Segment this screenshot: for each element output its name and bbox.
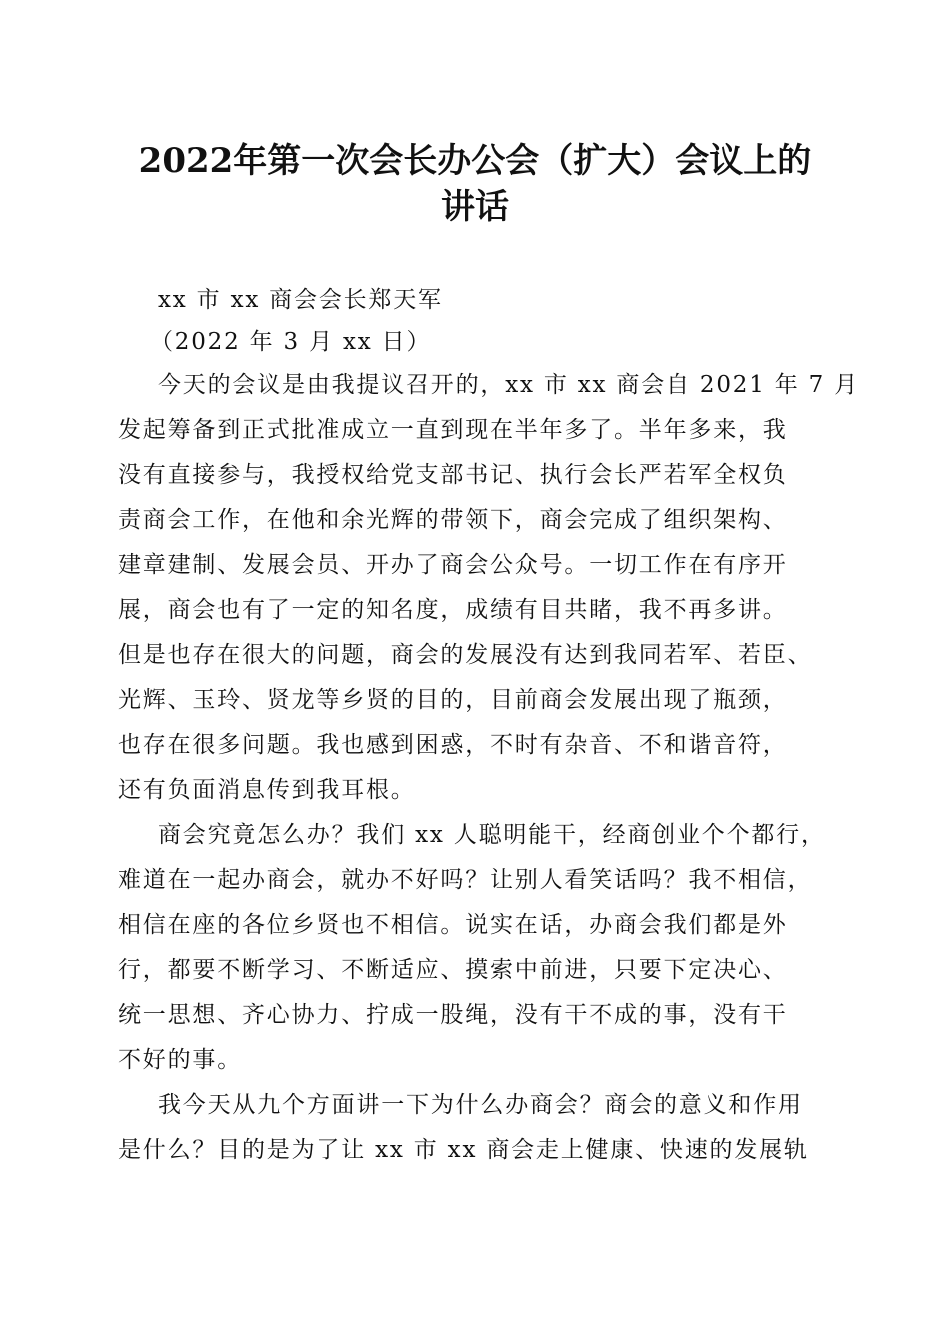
body-line: 展，商会也有了一定的知名度，成绩有目共睹，我不再多讲。 <box>118 597 788 623</box>
body-line: 相信在座的各位乡贤也不相信。说实在话，办商会我们都是外 <box>118 912 788 938</box>
body-line: 是什么？目的是为了让 xx 市 xx 商会走上健康、快速的发展轨 <box>118 1137 809 1163</box>
body-line: 光辉、玉玲、贤龙等乡贤的目的，目前商会发展出现了瓶颈， <box>118 687 788 713</box>
body-line: 商会究竟怎么办？我们 xx 人聪明能干，经商创业个个都行， <box>158 822 826 848</box>
body-line: 难道在一起办商会，就办不好吗？让别人看笑话吗？我不相信， <box>118 867 813 893</box>
body-line: 但是也存在很大的问题，商会的发展没有达到我同若军、若臣、 <box>118 642 813 668</box>
body-line: 今天的会议是由我提议召开的，xx 市 xx 商会自 2021 年 7 月 <box>158 372 860 398</box>
document-title-line-2: 讲话 <box>441 187 509 227</box>
date-line: （2022 年 3 月 xx 日） <box>150 329 432 355</box>
body-line: 还有负面消息传到我耳根。 <box>118 777 416 803</box>
body-line: 建章建制、发展会员、开办了商会公众号。一切工作在有序开 <box>118 552 788 578</box>
author-line: xx 市 xx 商会会长郑天军 <box>158 287 443 313</box>
body-line: 行，都要不断学习、不断适应、摸索中前进，只要下定决心、 <box>118 957 788 983</box>
body-line: 统一思想、齐心协力、拧成一股绳，没有干不成的事，没有干 <box>118 1002 788 1028</box>
body-line: 也存在很多问题。我也感到困惑，不时有杂音、不和谐音符， <box>118 732 788 758</box>
body-line: 发起筹备到正式批准成立一直到现在半年多了。半年多来，我 <box>118 417 788 443</box>
body-line: 责商会工作，在他和余光辉的带领下，商会完成了组织架构、 <box>118 507 788 533</box>
body-line: 不好的事。 <box>118 1047 242 1073</box>
body-line: 没有直接参与，我授权给党支部书记、执行会长严若军全权负 <box>118 462 788 488</box>
body-line: 我今天从九个方面讲一下为什么办商会？商会的意义和作用 <box>158 1092 803 1118</box>
document-title-line-1: 2022年第一次会长办公会（扩大）会议上的 <box>138 141 812 181</box>
